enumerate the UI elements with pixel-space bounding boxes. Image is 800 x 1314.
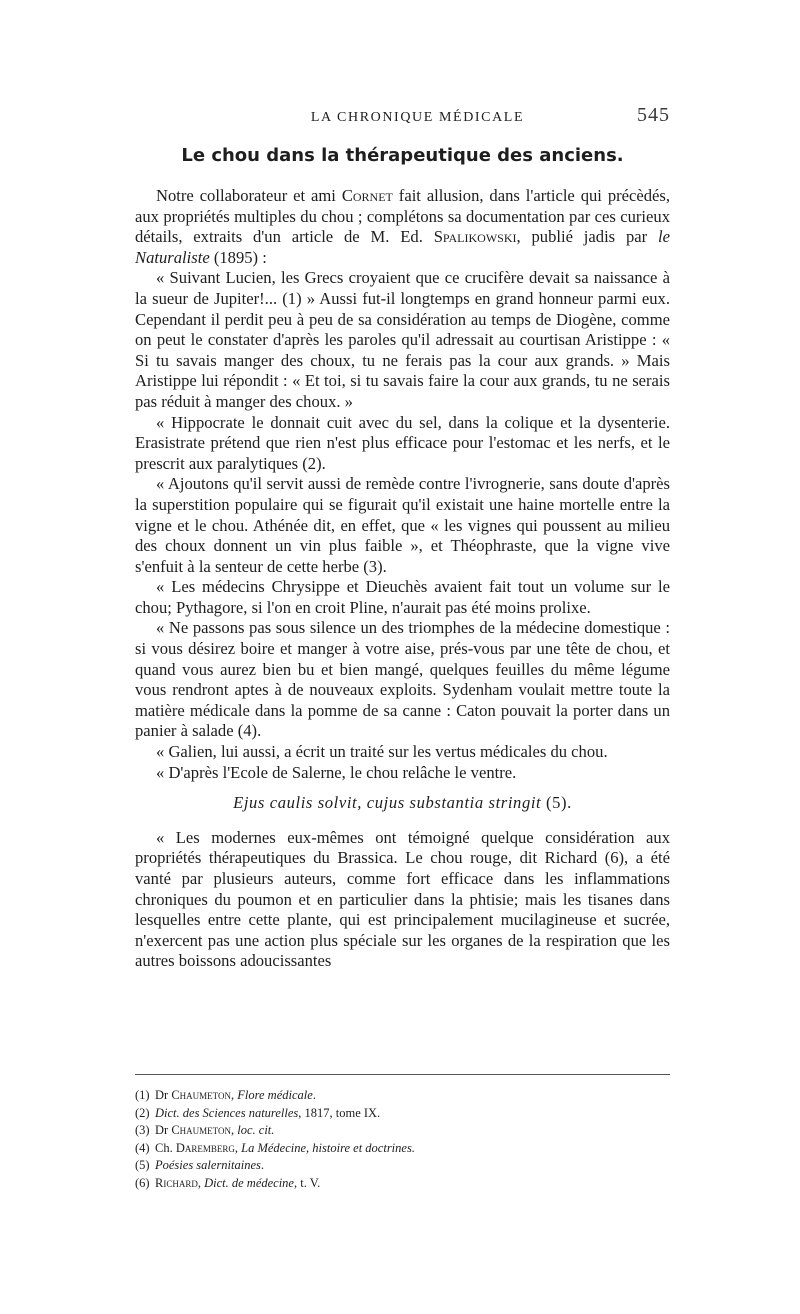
publication-title: le Naturaliste [135,227,670,267]
paragraph: « Les médecins Chrysippe et Dieuchès avaient fait tout un volume sur le chou; Pythagore, si l'on en croit Pline, n'aurait pas été moins prolixe. [135,577,670,617]
paragraph: « D'après l'Ecole de Salerne, le chou relâche le ventre. [156,762,517,782]
footnote: (5) Poésies salernitaines. [135,1158,265,1172]
paragraph: « Suivant Lucien, les Grecs croyaient que ce crucifère devait sa naissance à la sueur de Jupiter!... (1) » Aussi fut-il longtemps en grand honneur parmi eux. Cependant il perdit peu à peu de sa considération au temps de Diogène, comme on peut le constater d'après les paroles qu'il adressait au courtisan Aristippe : « Si tu savais manger des choux, tu ne ferais pas la cour aux grands. » Mais Aristippe lui répondit : « Et toi, si tu savais faire la cour aux grands, tu ne serais pas réduit à manger des choux. » [135,268,670,411]
footnote: (6) Richard, Dict. de médecine, t. V. [135,1175,321,1190]
paragraph: « Les modernes eux-mêmes ont témoigné quelque considération aux propriétés thérapeutiques du Brassica. Le chou rouge, dit Richard (6), a été vanté par plusieurs auteurs, comme fort efficace dans les inflammations chroniques du poumon et en particulier dans la phtisie; mais les tisanes dans lesquelles entre cette plante, qui est principalement mucilagineuse et sucrée, n'exercent pas une action plus spéciale sur les organes de la respiration que les autres boissons adoucissantes [135,827,670,971]
footnote: (1) Dr Chaumeton, Flore médicale. [135,1088,316,1102]
paragraph: « Ne passons pas sous silence un des triomphes de la médecine domestique : si vous désirez boire et manger à votre aise, prés-vous par une tête de chou, et quand vous aurez bien bu et bien mangé, quelques feuilles du même légume vous rendront aptes à de nouveaux exploits. Sydenham voulait mettre toute la matière médicale dans la pomme de sa canne : Caton pouvait la porter dans un panier à salade (4). [135,618,670,741]
paragraph: Notre collaborateur et ami Cornet fait allusion, dans l'article qui précèdés, aux propriétés multiples du chou ; complétons sa documentation par ces curieux détails, extraits d'un article de M. Ed. Spalikowski, publié jadis par le Naturaliste (1895) : [135,186,671,267]
author-name: Cornet [341,186,393,205]
paragraph: « Galien, lui aussi, a écrit un traité sur les vertus médicales du chou. [156,742,608,762]
page-header [135,104,670,134]
paragraph: « Hippocrate le donnait cuit avec du sel, dans la colique et la dysenterie. Erasistrate prétend que rien n'est plus efficace pour l'estomac et les nerfs, et le prescrit aux paralytiques (2). [135,412,670,473]
latin-quotation: Ejus caulis solvit, cujus substantia stringit (5). [233,793,572,813]
page-number: 545 [637,104,670,126]
footnote: (4) Ch. Daremberg, La Médecine, histoire et doctrines. [135,1140,415,1155]
footnote-divider [135,1074,670,1075]
footnote: (3) Dr Chaumeton, loc. cit. [135,1123,275,1137]
running-title: LA CHRONIQUE MÉDICALE [310,110,525,125]
article-body [135,186,670,972]
article-title: Le chou dans la thérapeutique des anciens. [181,145,624,166]
footnotes [135,1087,670,1192]
paragraph: « Ajoutons qu'il servit aussi de remède contre l'ivrognerie, sans doute d'après la superstition populaire qui se figurait qu'il existait une haine mortelle entre la vigne et le chou. Athénée dit, en effet, que « les vignes qui poussent au milieu des choux donnent un vin plus faible », et Théophraste, que la vigne vive s'enfuit à la senteur de cette herbe (3). [135,474,670,576]
footnote: (2) Dict. des Sciences naturelles, 1817, tome IX. [135,1105,381,1120]
author-name: Spalikowski [433,227,517,247]
